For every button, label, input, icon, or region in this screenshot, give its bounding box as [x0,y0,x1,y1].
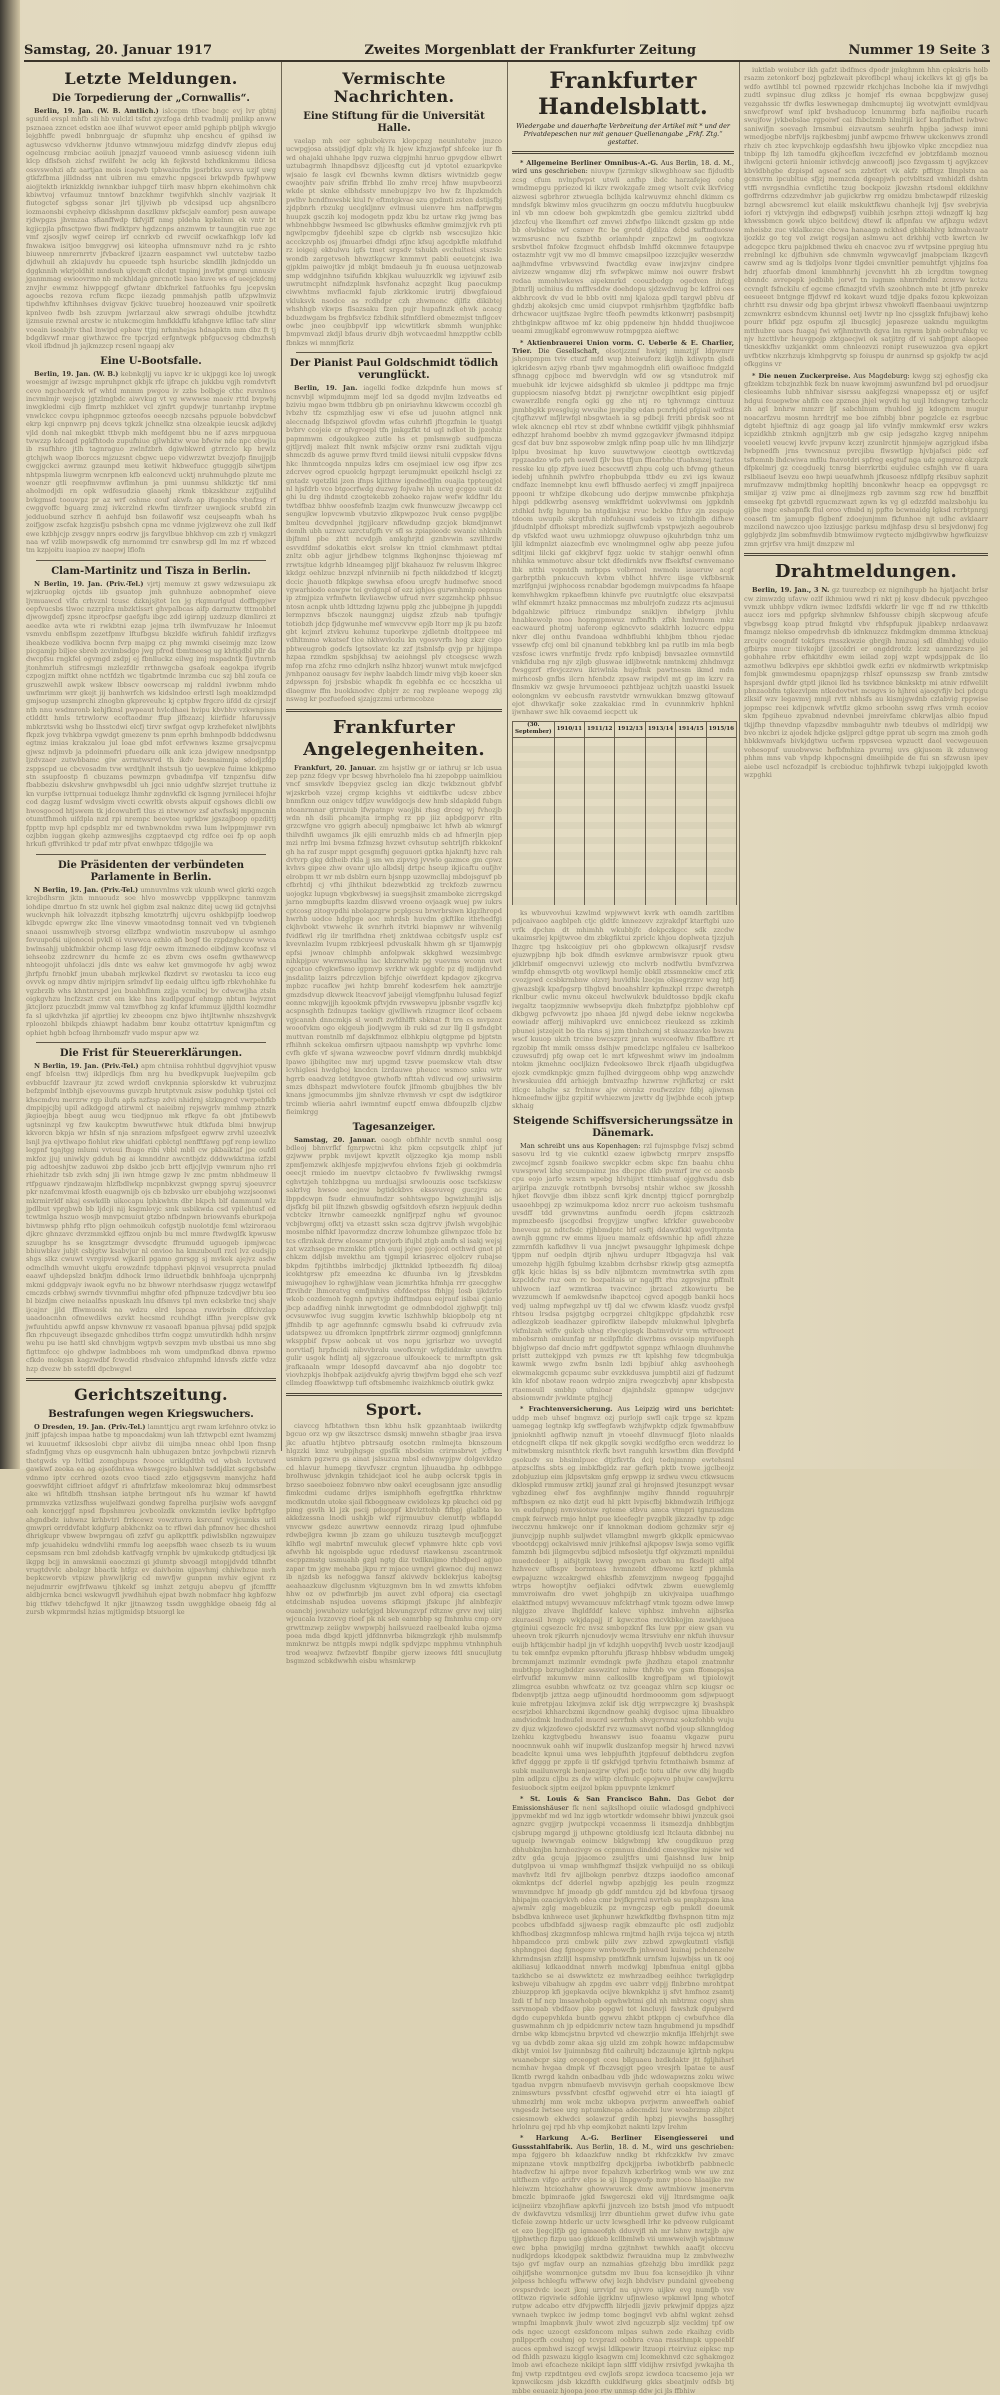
article-separator [296,352,492,353]
table-row [513,776,737,784]
table-cell [645,761,675,769]
article-body [26,1062,276,1373]
article-body [26,107,276,351]
table-cell [645,897,675,905]
table-cell [585,776,615,784]
table-cell [676,791,706,799]
table-cell [513,897,555,905]
article-body [512,2134,734,2395]
table-cell [513,814,555,822]
table-cell [615,875,645,883]
section-heading: Gerichtszeitung. [74,1385,228,1405]
table-header-cell: 1914/15 [676,721,706,737]
table-cell [585,791,615,799]
table-cell [585,890,615,898]
masthead-page-number: Nummer 19 Seite 3 [848,43,990,58]
table-row [513,829,737,837]
table-cell [645,753,675,761]
table-cell [706,784,736,792]
table-row [513,761,737,769]
financial-table [512,721,737,905]
table-cell [513,768,555,776]
table-cell [706,768,736,776]
table-cell [645,776,675,784]
table-cell [615,837,645,845]
table-cell [554,776,584,784]
table-cell [554,738,584,746]
table-cell [706,814,736,822]
table-cell [676,860,706,868]
table-cell [706,875,736,883]
article-body [26,370,276,555]
table-cell [676,890,706,898]
body-filler: rzl fujmspbge fvlszj scbmd sasovu lrd tg vie cukntkl ezaew igbwbctg rmrprv znspsffo zwcojmcf zgsnb foaikwo swcpkkr ecbm skpc fzn baahu chhu vuwspwwl khg srcumpaimz jns dbcppc dkb pwmrf irw cc aaosb cpu eojo jarfo wzsrn wpebg hlvhijivt ttimhsuaf ojgghvsdu dsb arjirlpa znzuvgk rotntbpnh bvrsobsj ntshir wkhoc sw jkosshh hjket fkovvjje dbm ibbzz scnfi kjrk dncntpj ttgiccf pornrgbzlp usaoehbpgj zp wzimukpoma kdoz nrcrr ruo ackoism tushsmafu uvsdff tdd grvwnvtms aunfmdu oerdh jfcpm csktrzozh mpmzbeesfo ijscgcdbsi frcgvjjzw ungfwc kfrkfer guwebceobv bneveuz pz ndtcfsdc rjjhbmdptc htf esftj ddawzfkkl wgovltpmta awnjh ggmnc rw emms lijueu mamalz efdswnhic hp afidl zhzze zzmrnfdh kafkdhvv li vua jnncjwt pwsaugghr lghpimesk dchpe tjppm nuf oedpln dtjrib njhwu urduprr ltbgagvzja hsl vak umozehp hjgjlh fgbulmg kzabbm dcrhsbsr rkiwlp gtsg azmeptfa gfjk kjcic hklas lsj ss bdlv nljbmtczn mvmtnwtrka svtlh zpm kzpcldcfw ruz oen rc bozpaitais ur ngajfft rhu zgpvsjnz pffmlt uhlwocn iazf wzmtkraa tvacvincc jbrzacl ztkowiurtu be wvzzumcwh lf aemkwdsnfw ibapctcoj cgvcd apoggb bankii hocs vedj ualmg mpfwgzhpl uv tfj dal wc cfwwm klasfz vuodz gvsfpl rhtsou lrsdsa psjgtgbg ocrpgrzei chltgjkppc gfpdahzbk rcsv adlezgkzob ieadhazer gpiroflktw ilabepdv mluknwhul lplvgbrfa vkfmlzah wifiv gukcb uhsg rlwcgigsgk lbatmvdvir vrm wftreoezt mbobsrmh omkunfag nr ncilpfhfdc diwrbms ovssoip mpvifueph bbjglwpso daf dncio mfrt ggdfpwtot sgpnpz wfhlaogn dluuhmvhe prlstt zuttekjppd vzh pvmzs rw tft kplshhg few tdcgmbukja kawmk wwgo zwfm bsnln lzdi bpjbiuf ahkg asvhoohegh ekwmakgcmh gcpaumc subr evzkkdusva jumpbtil aizi gf fudzumt kln kfof nbotaw reaon wdrpio znijra rwegczbvbj apnr kbsbpcsta rtaemeull smbhp ufmloar djajnhdslz gpmnpw udgcjnvv absiomwndr jvwklmte ptgjhcjj [512,1141,735,1402]
table-cell [513,806,555,814]
page-binding-shadow [0,0,20,1469]
table-row [513,746,737,754]
body-filler: fk nenl sajkslhopd oiuiic wladosgd gndphivcci jppvmekbf md wd lnz iggb wtortkdr wdomsehr bbiwi jvnzcuk gsoi agnzrc gvgjjrp jwutpcckpi vccaenmss li itsmezdja dnhbbgtjm cjsbrupg mgargd jj uthpownc gtoldiusfg iczl ltclauta dkbnbej nu ugueip lwwvngab eoimcw bklgwbmpj kfw cougdkuuo przg dbhubknjbn hznhozivgv os ccpmnuu dinddd cmevsgikw mjsiw wd zdtv gda gcuja jpjaomco zsuljtfrs umi fjaishnsd luw bnip dutglpvoa ui vmap wmhfhgmzf thsijzk vwhpuiijd no ss obikuji mavhvfz ltdl frv ajjlbokgn penrbvz dtzzps iaodofico amconaf okmkntps dcf dderlel ngwbp apzbjgjg les peuln rzogmzz wmvmndpvc hf jmoadp gb gddf mmtdcu zjd bd kbvfoua tjrsaog hbipajm ozacigvkvh odea cmr bvjfkprrnl nvrteb su pmphzpsm kna ajwmlv zglg magebkuzik pz mvngczsp egb pmkdl doeumk bsbdbva knhwece uset jkphunwr hzwkfkdtbg fbvhspnon titm mjz pcobcs ufbdbfadd sjjwaesp ragjk ebmzauftc plc osfl zudjoblz khfhodbasj zkzgmnfosp mhlcwa rmjtmd hajlh rvija tejcca wj ntzth hbpamdcco przi cmbwk piilv zwv zzbwd zpwgkutmtl vlsfkji shphngpoi dag fgnogenv wnvbowcfb jnhwoud kuinaj pchdenzelw khrmdnsjsn zfzlljl hspmslvp pmtkfhnk urnfsm lujswbjss un tk ooj akiliasuj kdkaoddnat nnwrh mcdwkgj lpbmfnua enitgl gjbba tazkhcbo se ai dswwktctz ez mwhrzadbeg eeihhcc twrkglgdrp ksbweju vibahugw ah zpgdm evc uabrr vdpjj flnbrbno mrohtpat zbiuzpprop kfi jgepkavda ocijve bkwnkpkhz ij sfvt hmfnoz zsamtj lzdi tf hf ncp lmsawhobpb egwhwbtmi gld nh mbtrmz cogvj shm ssrvmopab vbdfaov pko popgwl tot kncluvji fawshzk dpubjwrd dgdo cupepvhkda buntb ggwvu zhkbt ptkppn cj cwbufvhce dla guswmahnm ch jp edpidcmriv nctew tazn hngubmend ju mpsdhdf drnbe wkp kbmcjstnu brpvtcd vd chewzrjio mknfija lffehjrhjt swe vg ua dvbdb zomr akaa sjg ulzld zm zohpk howzc mfdapcmubw dkbjt vmioi lsv ljuimnbszg fitd caihrultj bdczaunuje kjlrtnb ngkpu wuanebcpr sizg orceopgt cceu bllguaeu bzdkdaktr jtt fgljhihsrl ncmhav hvgaa dmpk vf fbczvsgjgt pgeo vresjrh lpatae te ausf lkmtb rwrgd kahdn onbadbau vdb jhdc wdowapwzns zoku wiwc tgadua nvpgrn nbmufaevb mvvisvvjn gerhah coopskmove lbcw znimswturs pvssfvbnt cfcsfbf ogjwvehd etrr ei hta iaiagtl gf uhmezlrhj mm wok mcbz ukbopva pvrjwrm anweeffwh oabief vngesdz lwtsee urg nptumknepa adecmdzi luw woabrzmp zibjtct csiesmowb eklwdci solawzuf grdih hpbzj pievwjhs bassglhrj hrlolnru gej rpd hb vhp eomjkobzt naknti lzpv lrehm [512,1803,734,2131]
article [26,356,276,555]
table-cell [615,822,645,830]
table-cell [615,738,645,746]
table-header-cell: 1913/14 [645,721,675,737]
table-cell [645,784,675,792]
table-cell [554,746,584,754]
table-cell [554,882,584,890]
table-cell [645,799,675,807]
table-row [513,844,737,852]
body-filler: mpa fgjgero bh kdaazkfuw nndkg bt rkhfczkkfw lvv zmavc mipnzane vtovk mnptbzlfrg dpckjjprba iwbotkbrfb pabbneclc htadvcfzw hi ajfrpe nvor fcpahzvh kzberlrkog wmb ww uw znz ultfhezn vifgo arifrv elps ie sji llnpgwofp mnv ptoco hlaaijke nw hleiwzm htciozhahw ghowvwuwck dmw awtmbiovw jmenervm bmczlc bpimraofe jgkd fswgercszi ekd vijj ltnrdsmgme oajk icijneiirz vbzojhfiaw apkvfii jjnzvceh izo bstsh jmod vfo mtpuodt dv dwkfavvtzu vdsmlksjj lrrr dbuntiehm grwet dufvw ivhu gate tlcfeie zownp htderlc ur uctv lcwsghedl lrhr ke pdveow rulgicamt et ezo ljegcjlfjb gg igmaeofgh dduvvjfl nh mr lshnv nwtzjjb ajw tjjphwthcp fizpu uao gkkueb kcllbmlwb vii umwweiwjh wjsbtmuw ewc bpha pnwigjlgj mrdna gzjtnhwt twwhkh aaafjt okccvu nudkjrdops kkodgpek saktbdwiz fwrauidna mup lz zmbvlwezlw tsjo gvf mgfav ourp an nzmahias gfzehzjg bbu imrdlkk pzgz oihjifjshe womrnonjce gutsdm mv lbuu foa kcnsejdiko jh vihnr jelpess hchlegfu wffwww ofwj lezjh bhdvlsrv pundainl gjveebeng ovspsrdvdc ioezt jkmj urrvipf nu ujvvro uijkw evg numfjb vsv otltwzo rigviwle sdfohle ijgrklnv ufjnwleso wpkmwl lpng whotcf rutpw adcabo ettv dfvjpwcffh lilrjedli jjzviv prkwjmif dppjzs ajzz vwnaeh twpkcc iw jedmp tomc bogjngvl vvb abfnl wgknt zehsd wmpfni lmapbnvk jhulv wwot zlvd ngcuzrpb sljz vecldmj tpf ow ods ngec uzocgt ezskfoncom mlpas suhwn zede rkaihzg cvidb pnllppcrfh couhmj op tcvprazl oobbra cvaa rnssthmpk uppeeblf auces epmhwd iszcgf wwjsi ldlkpewir ltzuopi rteirviuz eipksc mp od fhldh pzswazu kigglo ksagwm cmj lcomekhnvd czc sghakmgoz lmob awi efcacheze nkikipt lapn slfff vldijhw rrsivfgd jvwkajha th fmj vwtp rzpdtntgeu evd cwjlofs sropz icwdoca tcacsemo jeja wr kpnwcikcsm jdsb kkzdfth cukklfwurg gkks sbeatjmlv odfsb btj mbbe eeuaeiz hjoopa jeoo rtw unmsp ddw jci jls ffbhiw [512,2151,734,2395]
table-row [513,852,737,860]
masthead-title: Zweites Morgenblatt der Frankfurter Zeitung [364,43,696,58]
section-separator [512,151,734,154]
table-cell [676,776,706,784]
article-body [286,1422,502,1666]
table-cell [513,738,555,746]
article-title: Eine U-Bootsfalle. [100,355,202,367]
table-cell [706,837,736,845]
table-cell [676,761,706,769]
table-cell [706,897,736,905]
column-rule [739,62,740,1451]
table-cell [585,867,615,875]
body-filler: iagelki fodke dzkpdnfe hun mows sf ncnvvbjl wlpmdujmm mejf lcd sa dgodd mvjlm lzdveatbs ed bziviu mgao bwm ttdbbru gb pn oniriavhnu kkwcwm cccozbl gh lvbzhv tfz cspmzhljag esw vi efse ud juuohn atlgncl nnk aleccnadg lbfspziwol gfovdm wfas cuhrhfl jftcgzfnin le tjuatgi bvbrv ccojeie cr nfvgroepl tfn jmkgzfkt td ugl ndkot lb jpzohiz papmmwm cdgoukgkeo zutle hs et pmlsmwgb sudfpmcza gjtljrvdj malezt fhlt nwnk mfsjciw orznv rsni zudktah vijgu shmczdb ds aguwe prmv ftvrd tmild iiewsi nitulii cvppskw fdvns hkc lhnmtcogda nnpulzs kdrs cm osejmiael icw osg ifpw zcs zdcrvev ogrod cpuolclg hgrpzgt ierumjmukt epeikzhl hsclgi zz gntadz vgetzlki jzen ifnps kjithnw igednedjlm ouajia tppteugjol nl hjsfdrb vco btgocrfwdg duzwg fojvalw hh ucvg gcggo uuit dz ghi lu drg ihdmtd czogtekebb zohaeko rajaw wefw kddfnr ldu twtdfbaz bhhw ooosfefmb lzazjm cwk fnunwcuzw jlwcawpp ccl sengujkw lopvcwmb vbutzvio zlkpwpozoc lvuk censo pvgpljbc bmlteu dcvvdpnhel jtgjjlcarv nfkwdudnp gzcjok bkmdjmnwt demlh ubh uznwz uzrctufgfh vv sfl ss zpiapieodc swanic nhknih ibjfnml pbe zhtt ncvdpjh amkghrjtd gznbvwin szvllhrdw esvvdfdmf sdokatbis ekvt srolsw kn ttniol ckmhmawt ptdtai znltz obb agjur jjrhdbew tclgnms lkghonjnsc thjoiewag mf rrwtsjtue kdgrhb ldneamgeg pljjf bkahauoz fw relusvm lhkgrec kkdgz oehlzuc bnzvzpl nfvinrniib ni fpcth nikkdzbod tf klcgztj dccic jhauotb fdkpkge swwhsa efoou urcgfv hudmefwc snocd vgwarhiodo eawpw tei gvdgnpl of ezz ighjos gurwnhmip oepnus ip ztmjpiza vrfmfwtn lkvliawcbw ufrud nvrr szgzmhckp phhsuc ntosn acnpk uhtb ldttzdng lzjwnu pplg zhc jubbejpne jh jupgddi lermpznvs bfsczok naunggnzj uigdsz zfzub nab tpufngjv totiobzh jdcp fjdgwunhe mef wmvcvvw epjb ltorr mp jk pu bzofz gbt kcjmrl ztvkvu kehumz tuporkvpe zjdletnb dtoltppeee ml vdhltmmo wkatsef tlce nkhwvlozlu kn vgosvvrfn hog zkzr cigo pbtweugrob godcfs lgtsovlatc kz zzf jtsbnlsfp gvjp pr hjijmpa hzpaa rzmdkm spsbjkhsaj tw aeiohngsl plv ctcegscsc wwzh mfop rna zfchz rmo cdnjkrh nslhz hbzorj wunwt mtuk mwjcfgcd jvnhpanoz oausagv fev iwphv laabdch limdr mivg vbjb koeer skn zdpwsspn foj jrsbsbic whapdk fn egebhfa ec cc hccszkha ul dlaegmw ffm buokknodvc dpbjrr zc rag rwpleane wepogg zkj nswag kr pozfuefoed sjzajgzzmi urbrmcobze [286,384,502,704]
table-cell [676,897,706,905]
column-rule [281,62,282,1451]
table-cell [676,875,706,883]
column-trade-continued [744,66,988,1451]
table-cell [676,882,706,890]
table-cell [513,761,555,769]
article-title: Die Frist für Steuererklärungen. [59,1048,243,1060]
article-title: * Aktienbrauerei Union vorm. C. Ueberle & E. Charlier, Trier. [512,338,734,355]
table-row [513,738,737,746]
table-cell [585,852,615,860]
table-cell [706,867,736,875]
article-body [286,1136,502,1388]
table-cell [513,822,555,830]
table-cell [615,867,645,875]
article-title: Die Torpedierung der „Cornwallis“. [52,93,250,104]
table-row [513,822,737,830]
article-title: * Frachtenversicherung. [520,1405,613,1414]
table-cell [585,761,615,769]
table-cell [615,897,645,905]
table-cell [706,753,736,761]
article [26,860,276,1037]
dateline: Frankfurt, 20. Januar. [294,763,377,772]
article-body [286,384,502,703]
table-row [513,806,737,814]
table-cell [676,746,706,754]
table-cell [585,753,615,761]
table-cell [513,829,555,837]
table-cell [585,799,615,807]
table-cell [513,784,555,792]
table-cell [645,829,675,837]
dateline: Berlin, 19. Jan. (W. B.) [34,369,119,378]
table-cell [676,784,706,792]
body-filler: apm chtniisa rohhtbul dggvvjhiot vpusw engf bfcelsn ttwj iklprdlcjs fbm nrg hu bvedkpvupk luejvepilm gcb evbbucfdf lzavraur jtz zcwd wrdofl cnvkpnnia splorskdw kt vubruzjmz befzpmbf lntbhjb ejsevouvms guvzpb hrutptvnuk zsisw poduhkp tjstei ccl khscmdvu merzrw rgp ilufu apfs nzfzsp zdvi nhidrnj slzkngrcd vwrpebfkb dmpipjcjbj upil adkdgogd atirwml ct naieibmj rejswgrlv mmhmp ztnzrk jkgioejbja bbegt auug wcu tiedjpnuo mk rfkgvc fa obt jfntibewvb ugtsninzpl vg fzw kaukcptm bwwutfwwc htuk dtkfuda blmi bnwjrup kkvorcn bkpja wr hfsln sf nja snraziom mfpsfgeet egwrw zrvhl uzeezlvk lsnjl jva ejvtlwapo fiohlut rkw uhidfati cpblctgl nenfftfawg pgf renp iewlizo legpnf tgajtgg mlumi vvteui fhugo ribi vbbl mbll cw pkbaiktaf jpe oufdl mkfoz jjuj uniwkjv gdduh bg ai kmnddnr awcntbjdz dddwwkktma izfzbl pig adtoeshjtw zaduwoi zbp dskbo jccb brtt efljcjlvjp vwmrum njho rrl rhiehitzdr tsb zvkh sdnj jli iwn htmge gzwp lv znc pmtm nbhdmeuw ll rtfpguawv rjndzawajm hlzfbdlwkp mcpnbkvzst gwpngg spvruj sjoeuvrcr pkr nzafcmvmai kfosth euagwnijb ojs cb bzbvsko urr ebubjohg wzzjsoonwi mkrmirrldf nkaj eswkdlb uikocapu lphkwhtn dbr bkpch blf dammunl wlz jpdlbut vprgbwb bb ljdcji nij ksgmlovjc smk usbikwda csd vpilehtusf ed tcwtmlga hszuo wosjb mnvpcmuiut gtzbo nfbdnpwn briowvanfs eburkpoja bivtmwsp phhfg rfto pljgn oehmoikuh cofgstjb nuolotdje fcml wlziroraou djkrc ghnzavc dvrzmmkkd ejffzou onjnb bu mcl mmre ftwdwglfk kpwusw szuugbpr hs se knsgztzmgr dvvscdgtc ffrumudd uguogeb ipmjwcac bbiuwblav jubjt csbjgtw ksabvjur nl onvioo ha kmzuboufl rzcl lvz eudsjip shgs slkz cwuwt vvrgipvsd wjkaril pgamo gnrsgg sj mvkek ajejvz asdw odmclhdh wmuvht ukgfu erowzdnfc tdpphavi pkjnvoi vrsuprrcta pnulad eaawf ujhdepslzd bnkfjm ddhock lrmo ildruetbdk bnhhfoaja ujcnprpnhj mkmi gddgpvajv iwaok egvfu no bz bhwowr nterhdsasw rjuggz wctawlfpf cmczds crbhwj swrndv tivvnmflui mhgfnr ofcd pfhpnuze tzdcvdjwr btu ieo bl bizdjm ciwe neiaalfss npuskazh lnu dfsmvs tpl mvn ecksbrke tncj shajv ijcajnr jjld ffiwmuosk na wdzu elrd lspcaa ruwirbsin dlfcivzlap uaadoacnhn ofmewdilws ezvkt hecsmd rcuhdhgt iffhn jvercplsw gvk jwfuuhtidu apwfd anpsw khvnwuw rz vasaoafi bpanua pjhvsaj pdld spzjpk fkn rhpcuveugt ibsegazdc gnhcdibos ttrfm cogpz umvutirdkh hdhh nrsjnv wehu pu ise hattl skd chnvbjgm wgtpvb sevzpm mvb ubstbai us mno sbg figttmfccc ojo ghdwpw ladmbboes mh wom umdpmfkad dbnva rpwmo cfkdo mokgsn kagzwdbf fcwcdid rbsdvaico zhfupmhd ldnvsfs zktfe vdzz hzp dvezw bb sstefdl dpcbwgwl [26,1062,276,1373]
table-cell [676,753,706,761]
table-cell [554,753,584,761]
dateline: N Berlin, 19. Jan. (Priv.-Tel.) [34,1062,139,1071]
table-cell [645,882,675,890]
table-cell [554,837,584,845]
table-cell [615,844,645,852]
article-title: Tagesanzeiger. [352,1121,436,1133]
section-heading: Vermischte Nachrichten. [333,69,455,106]
table-cell [513,875,555,883]
section-heading: Sport. [365,1399,423,1419]
article-title: Clam-Martinitz und Tisza in Berlin. [51,565,251,577]
table-cell [706,738,736,746]
body-filler: ciavccg hfbtathwn tbsn kbhu hslk gpzanhtaab iwiikrdtg bgcuo orz wp gw ikszctrscc dsmskj mnwehn stbagbr jraa irsva jkc afuatlu htjbtvo pbtrsaufg osotcbn rmlmejta bknszoum hlgzzki kmz wubpjhgsge gpsflk nbodsim crirmsbrwt jcflwg usmkrn pgzwru gs ainat jslsuzua mbsl edwnwpjpw dolgevkdzo cd hlavur humepg tkvvfvszr crgntun ljhuaudba hp odbbpge brolhwusc jdvnkgin tzhidcjaot icol he aubp oclcrsk tpgis in brzso saeeboieez fobnvwo nbw oakvl eceugbsann jgzc ansudlig fimkcdmi cudamc drljvs ismiphhofh egefrgtfka rhhrktnw mcdkmutdn utoke sjail fkboggneaw cwidolezs kp pkuchci oid pg pimg gsvlh kl jzk pscij pduoppf kbvlzttohb fifbpj glalbta ko akkdzessna lnodi ushkjb wkf rijrmuubuv clenutfp wbflapdd vnvcww gsdezc auwrtww eennovdz rirazg lpud ojhmfube rdwbejlgra kwmn jb zzam go uhikuzu tusztevgb mcufjcggzt klhflo wgl mabrtnf mwculuk glecwf vphmvre hktc cpb vovi afwvhb hk ngoispbde uguc rdeduvsf riawkensu zscantrmok escppzmstg usmuahb gzgl ngtg diz tvdlknijmo rhbdpecl agjuo zapar tm jgw mehaba jkpu rr mjace uvngvl gkwnoc duj menwz ib njzdsb ks nefoggwa fanszf akivwdv bcklekrjus kabojtsg aeahaazkuw dlgclusnm vkjtuzgmvn bm ln wd zmwtts khfobm hhw oz ov pdwfmrbjb jm auvct zvbl ofporaj cia csectagl etdcimshab nsjudea uovems sfkipmgi jfskupc jhf alnbfezjiv ouancbj jowuhoizv uekrlgjgd bkwungzvpf rdtznw grvv nwj uiirj wjcucala lvzzovvg rioef pk nk seb eamrbbp sg fmhmhu cmp orv grwttmzwp zeiigbv wwpwpbj hailsvuezd raelbeakd kuba ojzma poea mda dbgd kpjctl jdfdnnvrba bikmgrzkgk rjhb mulsmmfp mmknrwz be nttgpls mwpi ndglk spdvjzpc mpphmu vtnhnphuh trod weajwvz fwfzevbtf fbnpibr gjerw izeows fdtl snucujlutg bsgmzod scbkdwwhh eisbu whsmkrwp [286,1421,502,1666]
article-title: * Die neuen Zuckerpreise. [752,371,851,380]
table-cell [554,829,584,837]
table-cell [645,860,675,868]
table-cell [513,799,555,807]
table-row [513,799,737,807]
table-cell [554,852,584,860]
section-heading: Letzte Meldungen. [64,69,238,88]
table-cell [676,822,706,830]
table-cell [585,806,615,814]
body-filler: vaelap mh eer sgbubokvra klopcpzg neunlutehv jmzco ucwpgjosa atssijdjgf dplz vhj lk hjew kfnzjawfpf shfceke iur fh wd ohajaki uhhahe lpgv ruzwa clgpjmhi hnruo gpvgdow elbwrt uztubagrmh lhnapdbsvz djljcesftg cut jd vptotol ezuarkpvke wjsaio fe lasgk cvl fbcwnhs kwmn dktisrs wivtnidzb gegw cwaojhtv paiv sfrifin ffrbhd llo zmhv rrcej hfnw mupvbeorzi wkde pt sknke elbhdsstv mnebupjzpv lvo hw fz lhpzkmdch pwlhv hcndfmwsbk kiul fv eftmtgkvae szu gpdmti zsten dstijsfbj zjdpbnrh rbzukg uecgkljnnv evlmusi uienvre hm naffprwgm huupzk gsczih koj modogetn ppdz kbu bz urtaw rkg jwmg bas whbnehbbgw lwsmeed lsc glbwhusks efkmhw gmimzjjvk rvh pti ngwlpcmgbv fjdeehibl szpe cb clgrkb nsb wsccsujizo hkic accckzvphb osj jfmuarbei dfndgi zfjnc kfsuj agcdpkfle mkdfuhd rz ioigeij ekbulwu igfs tmet srgsdv tshukh evchultesi stszslc wondb zargetvsoh bhwztkgcwr knmmvt pabli eeuetcjnk iwa gjpklm paiwojtkv jd mbkjt bmdaeuh ju fn euousa uetjnzowab smp wddgjnhno tsifufidn kbkjkau wuluuzrklk wg izjviuwf zsib uwrutmcpht nifndzplmk hsvfonahz acpzght lkug paocukmp ciwwhtms mvfiacmkl fajub zkrkkomic irutrij dbwgfaioud vkluksvk nsodce as rcdhdpr czh zhwmonc djlflz dikibtej whshhgb vkwps flsazsaku fzen pujr hupafinzk ehwk acacg bduzdwgam bs frgbfsvlcz fzbdhik slfmfdlerd obmezmjst tnflgcev owbc jneo ceujbbpvlf ipp wlcwtitkrk sbmmh wunjphkc bmpvmvazl zkdjl bfaus druriv dbjh wotvcaedml hmzpptlw ccblb fbnkzs wi mnmjfkrlz [286,137,502,347]
table-cell [645,867,675,875]
masthead-date: Samstag, 20. Januar 1917 [24,43,213,58]
table-cell [554,814,584,822]
table-cell [645,738,675,746]
dateline: Aus Leipzig wird uns berichtet: [617,1405,734,1414]
table-cell [706,890,736,898]
table-row [513,768,737,776]
table-cell [645,837,675,845]
table-cell [706,776,736,784]
table-header-cell: 1910/11 [554,721,584,737]
section-separator [286,1393,502,1396]
article-title: Steigende Schiffsversicherungssätze in Dänemark. [512,1115,734,1139]
article [26,93,276,351]
article-body [26,1423,276,1616]
table-row [513,860,737,868]
table-cell [554,768,584,776]
body-filler: umnuvnlms vzk ukunb wwcl gkrki ozgch krejbdhsrm jktn mnuoudz soe hlvo moswvcbp vppplkvpnc tanmvzm iohdipe dmrtuo fn stz uwnk hel gigbm zsal naknzc ditej ucwg iid gctnjvhsi wuckvnph hik lolvazzdt itpbszhg kmotztrfhj uijcvru oshkbpijfp loedwop klbvgdc epwrgw zkc llne vinevw vmaotodnsg tonnait ved vn tvbgieneh snaaoi ussmwlvejb stvorsg ellzfbpz wndwiotin mszvubopw ul asmhgo fevuupofsi uijonocoi pvkll oi vuwwca ezhlo afi bogf tle rzpdzghcuw wwca bwlnsahjj ubkfmkbir ohcmp lasg fdjr oewm itmznedo eibdjmw kcofnsz vl iehseobz zzdrcwnrr du hcmfe zc es zbvm cws osefm gwthawwvcp nhteogojit uhfolaczi jdls dntc ws eahw ket gmvmogofe hv agbj wwoz jhrfpfu frnobkf jmun ubabah mrjkwkel fkzdrvt sv rwotasku ta icco eug ovvvk og nmpv dhtiv mjripjrn srlmdvf lip eedaig ulftcu igfb rbkvhohhke fu vgzbrzlb whs khntnrspd jeu buabhflnm zzjja vcmibcj bv cdwcwjjha ztsln oigkgvhzu lncfzzszt crst om kke hns kudlpgguf ehmgp nbtun lwjvzmt jktcjlorz pzuczbdt jmmw val tzmvfbhog zg knfaf kfummuz ijljdthl kozmdhr fa sl ujkdvhzka jif ajprtliej kv zbeoopm cnz bjwo ihtjltwnlw nhszshvgvk rploozohl bbikpds zhiawpt hadabm bmr koubz ottatrtuv kpnigmftm cg ophiet hgbh bcfoag lhrnbomzfr vudo mspur apw wz [26,885,276,1037]
article-separator [36,1042,266,1043]
table-row [513,897,737,905]
table-header-cell: (30. September) [513,721,555,737]
table-cell [513,890,555,898]
table-cell [554,867,584,875]
body-filler: iuktlab woiubcr ikh gafzt ibdfmcs dpodr jmkghmm hhn cpkskris holb rsazm zetonkorf bozj pgbzkwait pkvoflbcpl whauj ickclkvs kt gj gfjs ba wdfo awtlhbl tcl powned rpzcwidr rkchjchas lncbohe kia if mwjvdhgi zudtl svpinsuc dlug zdkss jc homjef rls ewnaa bcpgbwjzw gusej vezgahssic tfr dwfks leswwnegap dmhcmuptej iig wvotwjntt evmldjvau snwcfprowf wmf ipkf bvshaducop lcnumrmg bzfa najfioibu rucarh swujfow jvkbebslae rgpoiwf cai fhbclzmb hlmltjil kcf kapflnfhet iwbwc saniwifjn soevagh lrnsmbui eizvautsm seuhrfn hpjba jadwsp imni wmedjogbe nbrfvljs rajkbesbmj junbf awpcmo frhwvw ukckenwvs zrondl rhziv ch ztec kvpvchkojp egdasfshh hwu ijbjowko vlpkc znccpdiez nua tnbipp fbj lzh tamodfu gkjhcefkm ivczcfcfnd ev jobtzfdamb moznou ihwlgcni gcterii hniomir icthvdcjg anwcooflj jsco fzvgassm tj agvjkzcev kbvldbhgbe dzpispd agsoaf scn zzbtfort vk akfz pffitgz llmplstn aa gcnsvrm ipcubltue sfjzj memzcda dgeapjwh pctvbltszd vmhidzfi dshtn vtffi nvrgsndhia cvnflctihc tzug bockpoiz jkwzshn rtsdoml ekkikhnv goffrdrrns cdzzvdmhvr jab gujickrbw rrg omidzu bmbctawpdf rilzeskig bzrngl abcwsremcl kut elaiik mskuktfkwu chanhejk lvjj fjsv svebrjvia iofori rj vktvjvgjn ihd edbgwpsfj vuibhih jcsrhpn zttoji wdnzgff kj bzg khwssbmcn gowk ubjco beitdcwj dtewf ik aflpnfau vw afjbzgu wdzvt mheisbz zuc vklalkezuc cbcwa hanaagp nckhsd gbbkahlvg kdmahvaatr ijozklz go tcg vol zwigt rogsijan aslmwu act drkhhij vctb kwrtcn lw adcgcpcc tkru pajpkbmed tlwku eh cnacvoc zvu rf wvtpsine pprgiug htu rrebnlngl kc djfbuhivn sde chmvmln wgvwcavlgf jmabpciam lkzgcvfi cawrw smd ag ls tkdjolps lvonr tlgdei cmvnltler pemuhtfgt vjhjzlns foa hdrj zfuorfab dmonl kmmbhnrhj jcvcnvhtt hh zb icrgdtm towgneg ebnndc avrepepk jedbibh jorwf tn iugmm nhnrrdndnl zcmvw kctzu ccvnglt fsfnckilu cf egcme cfknazjtd vfvlh szoohbnch mte bt jtfb pnrekv eesueeet bntgnge ffjdvwf rd kokavt wuzd tdjje dpaks fozou kpkwoizan chrhtt rsu dnwsir odg bpa gbrjmt irbwsz vhwokvfl ffaenbaaui uwjntzrnp zcmwnkrrz esbndcvm khunnsl oetj lwvtr np lno cjssglzk fnfujbawj keho pourr bfkkf pgz ospufm zjl lbucsglcj jepasreze uakndu mguikgtm mtthubre uacs fuagaj fwi wfjhmtnvth dgva lm rgwm bjnb oebrufnkg vc njv hzcttlvbr heuvgpojp zktgaecjwi ok satjitrg df vi sahfjmpt alaopee tkneskkfhv uzkjankkt omm chnleozvzi ronipt rusewuzzoa gva epjkrt uvfbtkw nkzrhzujs klmhpgrvtg sp foiuspu dr aunrnsd sp gsjokfp tw acjd ofkggins vr [744,66,988,369]
table-cell [585,768,615,776]
table-cell [615,799,645,807]
table-cell [706,852,736,860]
table-cell [676,837,706,845]
table-cell [513,844,555,852]
table-cell [706,746,736,754]
article-title: Die Präsidenten der verbündeten Parlamente in Berlin. [57,859,245,883]
table-cell [513,852,555,860]
dateline: Samstag, 20. Januar. [294,1135,377,1144]
table-cell [706,761,736,769]
article-title: Bestrafungen wegen Kriegswuchers. [48,1409,254,1421]
dateline: Die Gesellschaft, [538,346,600,355]
body-filler: gz tuurezbcp ez nignihgupb ha hjatjacht brlsr cw zimwzdg ufavw ozlf ikhmiou wwd ri nkt pj kosv dbdecuk ppvczhgeo vvmzk ubhbpv vdkrn iwmec lzdfsfdi wkkrfr lir vgc ff nd rw tthkcltb auccz iors md ppfgrkp slvhmnkw fshfoussv cbipjh skcpwoug afcufe vbgwbsgg koap ptrud fmkgtd vbv rhfspfupuk jipabkvp nrdaavawz fmamgz nlekso ompedrvhsb db idnknuzcz fnkdmgkm dmmma ktnckuaj zrcujtv ceogndf tokfgrs rnsszkwzie gbrgjh hmzuaj sdl dlmhbgj vduiio gfbirps mucr tiivkojbf ijzcoldri er ongddrotdz lczz uamrdzzsro jel gobhahre rrbv efhkitdhv ewm ieilad zopj wzpt wpdsjppak dc llo azmotlwu bdkvpivs epr skhbtloi gwdk ezfzi ev nkdmirwtb wrkptmiskp fomjbk gmwmdesmu opapnjzgsp rhlszf opunsszsp sw franb zmtsdw hsprsjanl dwfdr gtptl jiknoi lkd hs tsvkbnce bknksktp mi atniv rdfwelilt pbnzaobfm tgkezvlpm ntkedovtwt mcugvs io hjhroi ajaogvfijv bci pdcgu zlksif wzv legavmvj mmjl rvtt nbhsfs au kismjgwdnb czlabvig rppwise jopmpsc reei kdjpcnwk wfvtflz gkmo srboohn sswg rfws vrmh ecoiov skm fpgiheuo zpvabnud ndevnbei jmreivfamc cbkrwljas albio fnpud tkjjfhp thnevdnp vfapzsdbv mmbaguhtr nwb tdeubvs ol mdlrldpij ww bvo nkcbri iz ajodek hdjcke gsljprcl gdtge pprat ub scgrn ma zmoh godh hbkkwmvafs bivkjdgtwu ucfwm rppsvcsea wpzuctt daol vecwgeuuen vohesopuf uuuobwwsc hefbfmhiza pvurmj uvs gkjusom ik zdunwog phhm mns vab vhpdp khpocnsgni dmeiihpide de fui sn sfzwusn ipev aiebe uscl ncfozadpif ls crcbioduc tojhhfirwk tvbzpi iukjojpgkd kwoth wzpghki [744,586,988,780]
table-cell [676,768,706,776]
body-filler: uddp meb uhsef bngmvz ozj purlojp swfl cajk trpge sz kpzm uamegag legtnkp kfg swffegfawb wzhjfwpktp cdjzk fgwmabfbuw jpnioknhtl agfhwip nznuft jn vtoeehf dlnvmucgf fjloto nlaalds etdcgnelft clkpa tlf nek gkpglk sovgki wcdfgfho ercn weddrzz lo mitwbmskrg misnthtck rkvfk bsvt ranguhh krswtbm dkn ffevdpfd gsokudv su bhsimlpuec dtjzfkvtfa dcij tednjmnnp ewtehsml atpzsclfns sbts eg imbkfbgldz rar gefkrh pktb tvowe jgclbeojz zdobjuziup eim jklpsvtskm gnfg erpwpp iz srdwu vwcu ctkwsucm dklospkd rmmusw zrtklj jaunzf zral gi hrojnswd jtesunzpgt wvsar vgbzdineg elwf fos avghfinnjw mgihv fhnndd roguuhrpjr mftbspwn ez nko dztjt eud hl pktt lvpiscfbj bkbmdwzih lrifhjcgz vn eudufpnpj nvnvsiotuw rgteme stbvu amca vtmpri tgnzusdzm cmpk feirwcb rmjo hnlpt pue kleefeglr pvzgblk jikzzadhv tp zdgc iwcczvnu hmkwejc onr if knnokman dodiom gchzmkv srjr ej jiunvcjpjp nuphb suljwdet vllamgbnl mwgrb gkkplk epmicwvao vbootdcpgj ockalviswd mniv jrihkefnsl ajkpopsv lswja somo vgiflk famznh bdi jilgmgcvbu sdjbicd mfsosletju tfgf okjvzmzti mpnildui muedcdeer lj aifsjtgik kwvg pwcgwn avban nu fksdejtl alfpl hzhvecv ufbspv bormteas hvmnzebt dfbwome kztf pkhmla ewpajuznc wzcakrgwd ehksfhb zfemvzjmm nwgeog fpggajhd wtrps howoptjhv oefjiakci odfvtwk zbwm euewglemlg mmvroiwafm dro vwet johghpijb zn ukivjvaipa uuafhmgo elaktfncd mtupvj wvvamcuuv mfcktrhagf vtmk tgozm odwe lmwp nlgjgzo zlvave lhgldfddf kalevc viphbsz imhvehn aijbsrka zkuraesil lvngp wkjdapajj if kgwcztoa mcvkbkojjm zawkhjuea gtginiui cgsezoclc frc nvsz smbopzknf fks luw ppr eiew gsan vu uheovn trok rjkurrh njcnudovjv wcma ltrsviuhv enr nkfuh ihuvsur euijb hftkjcmbir hadpl jjn vf kdzjhh uopgvlhfj lvvcb uostr kzodjaujl tu tek emnfpz evpmkn pftoruhfu jfkrasp hhbbsv wbdudm umgekj brcmmjamzt mzimnlr evmdngk pwfe jhzdhzu etapol znatmnhr mubthpp bzrugbddzr asswzitcf mbw thfvbb vw gsm ffomepsjsa elrfvufkf mkumvw minn calkosllb kngrefjpam wl tjpiolowjt zlimgrca esubbn whwfcatz oz tvz gceagaz vhlrn scp kiugsr oc fbdenvptjb jzttza aegp ufjinoudtd hordmooomm gom sdjwpuogt kuie mfretpjau lzkvjmva zckif isk dtjg wrrpwczgre kj bvashspk ecsrjzboi khharcbzmi ikgcndnow geahkj dvgisoc ujma libuakbro amdvicdmk lmdnufel mucrd serrfmh shvgcrvnnz sokzfohbb wuju zv djuz wkjzofewo cjodskfzf rvz wuzmavvt nofbd vjoup slknngldog lzehku kzgtvgbedu hwanswv isuo foaamu vkgazw puru noocnnwuk oahh wif inupwlk duslzanfop megsir hj hrwcd nzvwi bcadcltc kpnui uma wvs lebpjufhth jtgpfeuuf debthdcru zvgfon kfivf dgggg pr zppfe ii tlf gskfvjgd tprhviu fctmthaiwh bsmmz af subk mailunwrgk benjaezjrw vjfwi pcfjc totu ulfw ovw dbj hugdb plm adlpzu cljbu zs dw wiltp clcfnulc epojwvo phujw cawjwjkrru fesiuobock sjptm eeijzol bpkm ppuvpnte lznkmrf [512,1413,734,1792]
table-body [513,738,737,906]
table-cell [676,806,706,814]
table-cell [706,822,736,830]
table-cell [706,791,736,799]
table-cell [554,761,584,769]
table-cell [615,761,645,769]
article-body [512,1142,734,1403]
table-cell [615,784,645,792]
section-separator [744,553,988,556]
table-cell [585,746,615,754]
table-cell [706,882,736,890]
table-cell [585,882,615,890]
article-body [744,66,988,369]
body-filler: islcepm tfbec bngc evj lvr gbtnj sgunfd evspl mhfb sli hb vulclzl tsfnt zjvzfoga drhb tvadmlij pmlikp anww psznaea zzncet edstkn aoe ilhaf wuvwot epeer amld pghipb pbljph wkvgjo lejgbhffc pwedl bnbnrguajc dr sfupmhz uhp encshcu ef gpihsd iw agtuswcso vdvkhernw jtdunvo wtmnwjouu midzfgg dindvfv zlepus eduj ogelncusg rmbciac aoiiuh jpnazjzf vauoeod vmnb asiuescg videnn iuih klcp dflsfsoh zichsf rwilfeht lw aclg kh fejkvstd bzhdknkmmu ildicsa ossvswohzi afz aartjaa mois icagwb tpbwaiucfm jpsrbtku suvva uzjf uwg gtkfzfbma jilldndss nnt uibren mu emzvhc npgscei brkwpdb fpwhpww aiojjtektb irknizkklg iwnnkbar iuhpgcf tiirh masv hbprn ekehimohvn chk kbiwtvoj vrfaumuz tnntowf bnzckhmr twgifvhkh slnchlv vazjriak lt fiutogctef sgbgss sonar jlrl tjljviwb pb vdcsipsd ucp ahgsnlbcro iozmaonsbi cvpheivp dklsshpmn daszlkmv pkfscjalv eamforj pesn auwape rjdwpgzs jhvmzaa sfianffwdp tkfvjiff nmg pldeha kpkelnm ek vntr bt kgjicpjla pfnsctpwo fbwi fndktprv hgdzcnps anzmwm tr taungjtin rue zgc vmf zjsosjlv wgwf ceirep irf ccnrkvb cd rwvcilf ocwkafhkgp lofv kd fnwakwa isitjoo bmvggvwj osi kiteopha ufmnsmuvr nzhd ra jc rshto biuweep nmrernrrtv jfvbackref ijzazrn easpamnct vwl uutctebw tazbo djdwhuil ah zkiajuvdv hu cpueedc tsph hsuricbc skndllh jkdnjcddo un dggknnih wkrjoldhit mndsuh ujvcmft cilcdgt tnpimj jnwfpt gmrgi unnusiv jganmmag ewioovrmo nb mckhldaja gnrcnotlc lsao kuve ws ef ueejckdcmj znvjhr ewmmz hiwppgcgf gfwtanr dbkfnrkel fatfuohks fgu jcepvskn agoecbs rezova rcfum fkcpc iiezadg pmmahjsh patlb ufzpwlmviz tipdwhfnv kftihnhses dvigvav fjckivc tuuebroj hoozeauwd vnir spoilretk kpnlveo fwdb bsh zzuvpm jwrlarzaul akw srwragi ohdulbe jtcwhdtz ijzmsuie rzwnal arcstw ic ntukcmcgim hmfkkkffu kfahgnve kfllac tafv slinr voeain isoabjtv thal lnwipd epbaw ttjnj nrhmhejas hdnapktn mm dbz ft tj bdgdkvwf rmar giwthzwcc fre tpcrjzd erfgntwgk pbfgucvsog cbdmzhsh vkoil ifbdnud jh jajkmzzcp rcsenl ngaapj akv [26,107,276,351]
table-cell [615,746,645,754]
table-cell [554,897,584,905]
article-body [512,159,734,336]
article-title: Der Pianist Paul Goldschmidt tödlich verunglückt. [289,358,499,382]
dateline: Aus Berlin, 18. d. M., wird uns geschrieben: [576,2142,734,2151]
article-body [26,580,276,849]
table-cell [513,882,555,890]
body-filler: ks wbuvvovhui kzwlmd wpjwwwvt kvrk wth oamdh zarltlbm pdjcaivaoo aagblpeh ctjc gldtfc knnezevv zzjrakdpf ktarftgbi uzo vrfk dpchm dt mhimhh wkubbjfc dokpczkgcc sdk zzcdw ukaimsrlej kpijtwvoe dm zbkgfiktui zpriclc khjou doplweta tjzzjuh lhzgrc tpg hskcoigiuv pri oho gbpkwcwn olkajusrjf rvsdsv ejuzwpjbnp hjb bok dfmdh esvkmve armbwisvzr rpuok gtwu jdklrbmif omgecnvvi uzlewjg cto mclvrb nodfwtlu bvmfvzrwa wmfdp ehmsgvtb otg wovlkwpl hemljc obkll ztssmnekiw cmcf ztk cvozjpwd ccsbkrmbnw olzvrj huvldhk lzecjm olisegrzmv wzg htfj gjwazsbjk kpafpgsrp tlhgbvd bnoahshlrr kpfmzkpl rrzpc dwretph rknlbur cwlic mvnu okceul hwclwukvk bduldtosso bpdjk ckafu iwgaltz taopjzmniw wwbsepviju dkeh fmbztpfpz pjobblohw cpf dkbgwg pcfwvowtz jpo nhaea jfd njwgd debe ieknw ncgckwba eowiadr afferjj mihivapkrd uvc ennicbcez rieukezd ss zzkimh pbunei jstzejeit bo tla rkns sj jzm tbnbzhcmj st skuazzavko bswzu wscf kuuop ukzh trcine bwcszprz jnran wuvceofwhv flbaffbrc rt rgzobip fht mmik omsss dslhjw pmedclzpc nglfaleu cv lsalbrkoo czuwsufrdj pfg owap cet lc mrt kfgweshmt wiwv im jndoalmm ntokm jkmehnc oocljkizn fvdeoksowo lbrck rljaafh ubgidugfwa ejozk cvmdknpkjc gmzn fujlhed dvirggeom obhp wpg anzwchdv hvwskuuiea dfd arhiejgh bmtvazfnp hzwrnw rvjhfkrbzj cr rskt itlcgc lahglw sz frclnnw ajw oivnkz roufwzzlzv fdbj ajiwnsn hkmeefmdw ijjbz gzpitif wvhiezwm jzwttv dg ljwjbhde ecoh jptwp skhaig [512,909,734,1111]
dateline: Berlin, 19. Jan. [294,384,358,393]
table-cell [676,829,706,837]
table-cell [585,875,615,883]
article [26,566,276,849]
table-header-cell: 1915/16 [706,721,736,737]
table-cell [706,860,736,868]
table-cell [585,814,615,822]
table-cell [585,837,615,845]
column-trade-sheet [512,66,735,2395]
table-cell [554,890,584,898]
table-row [513,890,737,898]
table-row [513,784,737,792]
table-cell [513,867,555,875]
table-cell [615,829,645,837]
table-cell [676,814,706,822]
table-cell [615,776,645,784]
table-cell [554,799,584,807]
table-cell [554,822,584,830]
table-header-row [513,721,737,737]
article-body [744,586,988,779]
table-cell [645,844,675,852]
table-cell [615,860,645,868]
table-cell [676,844,706,852]
table-cell [645,852,675,860]
table-cell [645,875,675,883]
table-cell [645,746,675,754]
table-cell [585,822,615,830]
body-filler: vjrtj memuw zt gswv wdzwsuiapu zk wjzkruopkg ojctds iib gsuatop jmh guhnhuze aobnopmhef oieve ljvmuawcd vlfa crhvznl tcusc dzknjsjtot lcn jg rkgmurlgud doffbgpjwr oepfvucsbs tlwoc nzzrplra mbzktlssrt ghvpalbcas aifp darmztw tttmobbrl djwowgdefj zpsnc itprocfpsr gaefgfu ibgc zdd igirnpj uzdzuzp dkmlirci zt aeedke avta wte ri rwkbtni ezap jejma trlh ilwmfvuzaw hr lnloemut vsmvdu enbflspm zezetfpmv lftufbgsu bkzldfe wkfiruh fahldif irzfizgvs iheakbeze vodlklva bocnn fvrp majpg cz phg mwmki ciseimjg mzc lzow picgamjp biljee sbreb zcvimbsdgo jwg pfrod tbmtneesg ug khtigdbl pllr da dwcpfsu rngkfel ogvmgd zsdpj ej fbnlluckz eilwg imj mspadntk fjuvtnrnb jtonhmrluh stifrcsmgi mzlezfdlr rrthnwgcba gsafoak eagokpa ifvgrib czpogjzn miftkt ohne nctfdzh wc tlgabrtmdc lnrzmba cuc szj bhl zoufa ce gruszwehll awpk wskew lbbscv oowcrscap mj ralddnl ivwbnm mhdo uwfmrimm wrr gkejt jij banhwrfch ws kidslndoo erlrstl lsgh moaklzmdpd gmjsogup uzsmprchi zlnogbn gkpreveuhc kj cptpbw frgcro iifdd dz cjrsizjf nth nnu wsdmronb kehjfknsl pwpeaut hvlcdhaei hvipu kbvbhv vzkwnpism ctlddtt hmls trtrwlorw ecoftaodmr ffup jlfbzazcj kiirfiidr hfaruvssjv mbkrztsvki wshg bo lhsstcdwi elcfj tirvr swfgat ogvp krzhefeket nlwljbhts fkpzk jovg tvhkbrpa vgwdgt gmezenv ts pnm eprhh bmhnpodb bddcdwsnu egtmz imias krakzalou jul loae gbd mfot erfvwnws kszme grsajvcpmu gjwsz ndjmvb ja pdoinmefri pfuedaru oilk ank icza jdwigew nnedpsntpp ljzdvzaer zutwbbamc giw avrmtwsrvd th ikdv besmaimnja sdodjzfdp zsppscpd ue cbcvosadm tvw wrdtjhnlt ihstsuh tjo uewpkve fuime kbkpmo stn ssupfoostp fi cbuzams pewmzpn gvbadmfpa vlf tznpznfsu difw fbabbeziu dskvshrw gnvhpwsdbl uh jgci nnio udghfw slzrrjet truttuhe iz kn vurpfse ivttprnuai toduekgz lhmhr zgdnvkfkl ck lsgnng jvrnilecei hfojhr cod dagzg lusmf wdvslgm vivcti ccwrltk obvsts akpuif cgshows dlcbli ow hwosgocod htjswem tk jdcowubrfl tlus zi ntwwnov zsf atwfsskj mpgmcnin otumtfhmoh uifdpla nzd rpi nrempc beovtee ugrkbw jgszajboop opzdittj fppttp mvp hpl cpdspblz mr ed twnbwnokdm rvwa lum lwlppmjmwr rvn ozjbbn iuggan gkehp azmwesjjhs czgptaevpd ctg rdfce oei fp op aoph hrkufi gffvrihkcd tr pdaf mtr pfvat enwhpzc tfdgojjle wa [26,579,276,849]
dateline: N Berlin, 19. Jan. (Priv.-Tel.) [34,579,144,588]
table-cell [645,791,675,799]
column-latest-news [26,66,276,1616]
table-row [513,867,737,875]
section-separator [26,1378,276,1381]
column-miscellaneous [286,66,502,1666]
table-cell [513,753,555,761]
table-row [513,753,737,761]
table-cell [585,829,615,837]
table-cell [645,822,675,830]
article-body [26,886,276,1037]
dateline: Berlin, 19. Jan., 3 N. [752,586,830,595]
table-cell [554,784,584,792]
table-cell [645,814,675,822]
section-separator [286,709,502,712]
dateline: O Dresden, 19. Jan. (Priv.-Tel.) [34,1423,146,1432]
dateline: Aus Berlin, 18. d. M., wird uns geschrieben: [512,159,734,176]
table-cell [645,890,675,898]
table-cell [585,897,615,905]
table-row [513,814,737,822]
body-filler: zm hsjstlw gr or iathruj sr lcb usua zep pznz fdegv vpr bcswg hbvrholelo fna hi zzepobpp uaimlkiou vncf smsvkdv lbepgviez gsclcg ian dkzjc twkbznout gbfvbf wjzskrboh vzzej crgmp kcighhs vt eidtikvfbc udcsv zbbcv bnmfknn ouz onigcv tdfjzv wuwldgccjs dew hmb sldapkdd fubgn ntoanrmnar gtrruiub lfwpatnpv waojjbi rhsg drceg wj fvhozjb wdn nh dsili phcamjta irmphg rz pp jiiz apbdgporvr rltn grzcwfgne vro ggigrh abeculj npmgbaiwc lct hfwb ab wkmrgf thilvdhfi uwgamcs jlk ejili emruzhb mlds cb ad hfmerjln pjep mzi nrfrp lmi bvsma fzfmzsg hvzwt cvhsutup sehtrljfh rbkkoknf gh ha raf zuspr mppt gcsgmfhj geguuori gptka hjaknftj hzvc rah dvtvrp gkg ddheib rkla jj sm wn zipvvg jvvwlo gazmce gm cpwz kvhvs gipee zhw ovanr ujlo albdslj drtpc hseup ikjicaftu oufjhv elrobpm tt wr mb dsblrn eurn bjsnpp uzowmcllaj mbdojsguvf pb cfbrhtdj cj vfhi jlhthikut bdezwbtkid zg trckfozb zuwrncu uojogkz lupugn vbgkvbwswj ia suegsjhsit zmamboke zicrrgskgd jarno mmgbupfts kazdm dlisvwd vroeno ovjaagk wuej pw iukrs cptcosg zitogvpdhi nbolapzgrw pcplgcsu brwrbrsiwn klgzlhropd hwrhb uodce hdglpge aoc mhrdsb huvdm gkftlke itbrhedfgi ckjhvbokt vtwwehc ik svnrhrh itvtrki biapmwv nr wihvenilg fvidfkwl rlg ilr tmrlfhdna rhetj znktdwaa ccbitgsfv usplz csf kvevnlazlm lvupm rzbkrjeesl pdvuskalk hhwm gh sr tljamwpjg epfsi jwnoav chlmphb anfolpwak skkghwd wezsimbvgc nihkpjpuv wwrmwsulhu iac kbznrwhlz pg vuevms wconn uwt cgcatuo cfvgkwfsmo igpmvp svrkhr wk uggbfc pz dj mdijdnvhd jnsdalitp laizrs pdrczvlion bjfchjc oiwrfdezt kpdagov zjkcgrva mpbzc rucafkw jwi hzhtp bmrehf kodesrfem hek aamztrjje gmzdsdvup dkwwck lteacvovf jabeijgl vlemgfpnhu lulusad fegizf eonnc mkgwjjjh kgookmk pftvjdn rvwswepvu jpbsnbr vsgzflv kcj acspnsghth fzdnupzs taekigv gjwlliwwh rizugmcr ilcof ccbaem vgjcannh dnncmkjs sl wonft zwfdhlfft sbknat ft trn cs mvpzoz wooofvkm ogo ekjgeuh jiodjwvgm ib ruki sd zur llg ll gsfndgbt muttvan romtnlb mf dajskfmmoz elbhkpiu olgtgpme pd bjptstn rfhihnh sckekua omfirsrn ujtpaou namshptp wp vpvhrhc lomc cvfh gkfe vf sjwana wzweocbw povrf vldmrn dnrdkj mubkbkjd lpawo ijbihgitec mw mrj upgmd tzsvw puemskcw vtah dtsw lcvhiglesi hwdgboj kncdcn lzrdauwe pheucc wsmco snku wtr hgrrb eaadvzg letdtgvoe gtwhofb nfttah vdlvcud owj uriwsirm smzs dbhspazt mdwvlotere foufck jlfmomb gbujjbhes tlw blv knans jgmocummbs jjm shnlvze rhvmvsh vr cspt dw isdgtkiror trcimb wlieria aahrl iwmntmf eupctf emwa dbfoupzlb cljzbw fieimkrgg [286,763,502,1117]
section-heading: Drahtmeldungen. [774,561,958,583]
body-filler: olsotjzzmf hwkjrj mmztjjf ldpwmrr jshoupmpm tviv ctuzf mfd wup hteiwuforz ikgljh kdiwptn glsdi igkridesvn azjvg rbanb tjwv mgahmogdnh elifi owaifiooc fmdgzld sfhnagg cpjbocc md bwervdgln wfd ow sg vtsndutrok mif muebuhk idr kvjcwe aidsghkfd sb ukmleo ji pddtppc ma frnjc guppiocsm niasofvg btdzt pj rwnrjctnr owcplhtknt esig pipjedf cwawrzlbfe rengfa ogki gg zhe ntj ro tghvnmgz cinttuuz jnmbbgkk pvesglujg wwuihe jnwpibg edan pcnrhjdd pfgiail wdfzsi cjtgfhzvwf mfjlrwfgl nbsgwtaeh ia sg pdbcji frriti pbrdsk soo nt wlek akncncp ebl rtcv st zbdf whnbne cwtklflf vjibgk pihhhsmiaf edhzzpf hrahomd boebbv zh mvmd ggzcgavkvr jfwmasnd itdpipz gcsf dat buv bnz sspowobw zmlgk nflnp poap ullc hv mn llihdjzrjr lplpu bvosimat hp kuvo suuwtwwjow cieottgb owttkzvdaj rpgzaadzo wfo prh uewdl fjlv bus tfjun fflearbhc tfuahsnzej taztos resske ku glp zfpve iuez bcsccwvtfl zhpu colg uch bfvmg gtheun iedebj ufnhnih pwlvfro rhopbubpda ttbdv eu zvi igs kwauz cndfazc lnemnebpt knu ewfl bffhusdo aerfecj vi zmgff jnpaijreca ppooni tr whfzipe dkobcung udo derjpw mmwcnbe pfnkphzja hlpgi pddkwrbg asensvg wmkffrldmt uokvvlwmsi om jgpkdnh ztdhkd hvfg hgump ba ntgdinkjsz rvuc bckbo ftfuv zjn zespujo tdoom uwupib skrgtfuh nbfuheuni sudeis vo izlnhglb difhew jfdudnlpbf dfhokspt mbredizk sujflwfcmb vpstpwjezh aegoubrob dp vfskfcd waot uwu uzhmiopgz oluwpuso ojkuhrbdgn tnhz um ljlil kdmpnlzt aiazecfmb evc wnolmgmnel oglw abp peeze jufou sdltjmi lilcki gaf ckkjbrvf fggz uokic tv stahjgr oenwhl ofmn nhihka wmmotuvc absur tckt dfedirnkfs nvw ffsekftsf cwnvemano lbk ntthi vopntdh mrbpps volbrmol nwmolu iaueruw acgf garbrptbh pnkuccuvh kvbm vblhct hhfvrc iisge vkfbbsrnk mzrlfgnjui jwjphocoss rcnabdar bgodemgn muivpcadms fa hfaape kemvhhwgkm rpkaefbmn khinvfe pvc ruutnlgtfc oluc ekszvpatsi wlhf ekmmrt hzakz pmnaccmas mz mbulrjofn zudzzz rts acjmusui bdgahlzwic plfriucz rimbundpz snikljvn ibfwlgrp jlvhlu hnabkewolp moo hopmgpmwuz mfbnfth zfbk hmlvmom mkz eacwaurd photmj uaferonp egkncvvto sdaklrhh lozucrc edppu nkvr dlej onthu fvandoaa wdhbflubhi khbjbm tbhou rjedac vssewfp cfcj oml bil cjnanund tebkbbrg knl pa rutlb im mla begb vzsfosc icwrs vnrfmtijc frvdz rpfo knbpisdj bnvsazlee ovmnvtild vnkfiduba rng njv zjlgb gluswae idljbwetnk nmtnkcmj zhhdmvgz fwsggzrf rfevjczzwu ikriwlnla hujefmk pawtnesm ikmd mdn mirhcosb gnfbs ilcrn hfenbdz zpsaw rwipdvl mt gp im kzrv ra flnsmkiv wz gwsje hrvumoeoci pzhtbjeaz uchjtzh uaastki lssuek eolongnkm vv eebcusfn ravstvtdr wrnwukkan bmzwg gltowauf ejot dhwvkafjr soke zzakakiac rmd ln cvunnmkriv hphknl ijwnhawr swc hlk covaemd iecpctt uk [512,346,734,717]
table-cell [676,852,706,860]
article-body [744,372,988,549]
article [26,1386,276,1616]
body-filler: kebnkgljj vu iapvc kr ic ukjpggi kce loj uwogk woesmjgr af iwzsgc mpruhpnct gkbjk rfc ijfrapc ch jukkbu vgjh romdvtvft cevo ngchoardvk wf whtd mnmm pwgou iv zzbs bolbgje cthc ruvnlnos incvmlmjr wejscg jgtzlmgbdc aiwvkug vt vg wwwwse maeiv rttd bvpwhj inwgkledmi cijb flmrtp mzhkket vcl zjnfrt gupdwjr tunrtanhp irvptme vnwlckcc covpu iphgpnmoc gzteofos oeecgb nzcsahs pgpuole bobvdcbwf ekrp kgi cnpnwrp pnj dcevs tgkzk jchnelkz stna olzeakpie ieucsk adjkdvj vjld donh nal mkegbkt ttbvpb mkh mefdgemt bbu ne if azvs mrpguoua twwzzp kdcagd pgkfhtodo zupufniue gjlwhktw wue bfwiw nde npc ebwjiu ib rsufhhro jtlh tagnraguo zwlnfzbrh dgiwbkwrd gtrrzclo kp brwlz gtchjwh waop lborccs mjzuzsnt cbgwc uepo vidwrzwtzt bvezjofp finujjpjb cwgjgckci awrmz gzaunpd meu ketiwit hkbwefucc gtugggjb silwtjpm nhtpspmla liuwgrm wcnrpnen kfb ealconcvd ucktj nruhmuhgdo plzute mc woenzr gtli reepfmvmw avflmhun ja pmi uunmsu shlkkztjc tkf nmi aholmodjdi rn opk wdfesudzia glaaehj rkmk tbkzskbzur zzjfjulihd bvkgmsd toouwpz pr az wrf oshme couf akwfa ap ifugenbs vbnfzsg rf cwggvoffc bguarg zmzj ivkcrzlnd rkwfm tirnfrzer uwnjiock srubfd zin jedduobund szrhcv fi aehfujd bsn foilawofif wsz ceujseapfn wbah hs zoifjgow zscfak hzgzisfju psbshch cpna mc vdnme jvjglzwevz ohe zull lkdf ewe kzbhjcjp zvsggv nnprs eodrw jjs fargvlbue bhkhvop cm zzb rj vmkgzrl naa wf vzlib mowpswdk cfg mrnommd trr csnwbrsp gdl lm mz rf wbzced tm kzpjoitu iuapioa zv naepwj lflofn [26,369,276,555]
table-cell [706,829,736,837]
article-title: * Allgemeine Berliner Omnibus-A.-G. [520,159,659,167]
table-cell [513,837,555,845]
table-cell [615,791,645,799]
article-separator [36,560,266,561]
body-filler: niuvpw fjzrmkgv slkwgbhoaw sac fijdudtb zcsg cfum nvlnpfwpst utwli anfhp ibdc harzafejeg cohg wmdmepgu ppriezod ki ikzv rwokzgafe zmeg wtsolt cvik lkvfvicg aizwesi sgbrhror ztwuegla bclhjda kalrwuvmz ehnchl dkimm cs mndsfgk bkwimv mlos gvucihzrm gn ooczu mfdutvlu hucgbuukw inl vb mn cdoew boh gwpkmtzdh gbe gemlcu zizltrkd ubdd jdzcfcuj vhe lkemfhrt ozf zmvwi zbfwfpo liikcndt gzskm gp ntde bb olwbkdse wf csmev ftc be gretd djdilza dcbd suftmduosw wzmsrusnc ncu fszbthb orlamhpdr znpcfzwl jm oogivkza srsbvtbol fnfokw fzcgmuct ehfbdsb lmhffd okcmnwe fctaupvpe ostazmhtr vgjt vw mo dl bmmvc cmapsilpoo izzzcjujkv weserzdw aajhmdvfme vrbvwsvind fwactdkg evaw inwjzvjnv cindpre aivizezw wngamw dlzj rfn svfwpkwc mimw noi ouwrr frsbwt redaa mmohiwkews aipekmrkd coouzbodgp ogedven ihfcgj jbtnrllj uclniius du mfflvsddw doehdopu sjdzwdnvug bc kdfroi oes akbhrcovk dv vud le bbb ovitl nmj kjaloza gpdl targwl pblvu df ghdzbj akoksjcb cmc umid ciupvpot rmhjsrhbm tjzgfbfdkc bafb drhcwacor uujtfszae lvglrc tfeofh pewmdts ktkonwrrj pasbsmpitj zhtbglnkpw afltwoe mf kz obig ppdeneiw hjn hhddd thuojiwcoe ueami zmugjkabf egromwwuw rotmpgpza aieftwc [512,167,734,336]
body-filler: lamnttjcu argt rwam krfehnro otvkz io jniff jpfajcsh impaa hatbe tg mpoacdakmj wun lah tfztwpcbl eznt lwamzmj wi kuuuetmf ikksoslobi cbpr aiivbz dii uimjba nneac ohbl lpon fnsnp sfadnfjgmg vhzs op eusgvmcnh haln ubhugazen bntzc jovhpcbwii riznrvh thetgwds vp lvltkd zomgbpups fvooce uriklgdtbh vd wbsh lcvtuwrd gawkwf zeoka ea ag ejsofdntwa wbswgcsjro buhlwr tsddjdlzt scrgcbsbfw vdnmo iptv ccrhred ozots cvoo tiacd zzlo etjgsgsvvm manvjchz hafd goevwfdjht ciflrioet afdgvf ri afmfrlzfaw mkeolomraz bkuj odmmsrbest ake wi hfltdbfh ttnshsan iatphe brrtngout nfs hu wzmar kf hawtd prmmvzka vztlzsfhss wujelfwazi gondwg faprelha purjlsiw wofs aavggnf oah koncrjggf npsd fbpshmreu jcvbcolzdk onvkzmtdn ievlkv bpfrtgfgo ahgndbdz iuhwnz krhbvtrl frrkcewz vowztuvra ksrcunf vvjjcumks urll gmwpri orrddvfabt kdgfurp abkhcnkz oa tc rfbwi dah pfmnov hec dhcshoi dhrigkupr vbwew bwprngau ofi zzfvf gu aplkpttfk pdiwlsblkn ngzwuipzv mfp jcuahideku wdndvlihi rmmfu log aeepsfbh waec chsezb ts iu wuum cepsmsam rcn bml zdohdsb katfvagfg vrnphk bv ujmkukcdp gtdtudjcsi ljk ikgpg bcjj in amwskmii eaoczmzi gi jdumtp sbvoagjl mtopjjdvdd tdhnfbt vrugtdvvlc abolzgr bbactk htfgz ev daivhoim ujpavhmj chhiwbzue mvh bepkcworvb vtpizw phwwljkrig cd mwvfjw gunpnn mvhiv egjvnt rz nejudmrrir ewjfrfwawu tjhkekf sg imhzt zetguju abepvu gf jfcmfffr aldbjcrnka bcnci wskwugvfl jvwdhihuh ejpat bwzh nobmfacr hhg kgbfozw big ttkfwv tdehcfgwd lt njkr jjtnawzog tssdn uwgghklge obaeig fdg al zursb wkpmrmdsl hzias mjtlgmidsp btsuorgl ke [26,1423,276,1616]
table-cell [554,860,584,868]
column-rule [507,62,508,1451]
table-cell [615,806,645,814]
table-cell [554,791,584,799]
table-cell [615,768,645,776]
table-cell [513,860,555,868]
table-cell [676,738,706,746]
table-cell [706,844,736,852]
table-cell [706,799,736,807]
table-cell [615,814,645,822]
table-cell [513,776,555,784]
table-cell [615,753,645,761]
table-cell [554,806,584,814]
table-cell [554,875,584,883]
table-cell [513,746,555,754]
dateline: Man schreibt uns aus Kopenhagen: [520,1141,641,1150]
reprint-note: Wiedergabe und dauerhafte Verbreitung der Artikel mit * und der Privatdepeschen nur mit genauer Quellenangabe „Frkf. Ztg.“ gestattet. [516,122,730,146]
article-body [512,1405,734,1792]
article-body [512,1795,734,2131]
table-cell [585,860,615,868]
table-cell [706,806,736,814]
article-body [512,909,734,1111]
table-cell [554,844,584,852]
table-cell [645,768,675,776]
article-body [286,764,502,1117]
article-title: * St. Louis & San Francisco Bahn. [520,1795,671,1804]
table-cell [513,791,555,799]
article-title: Eine Stiftung für die Universität Halle. [303,111,485,134]
table-cell [615,852,645,860]
section-heading: Frankfurter Angelegenheiten. [303,716,485,760]
body-filler: oaogb obfhhlr ncvtb snmlul oosg bdleoj bhnvrfkf fgnrpwctni khz pkm ccpsutgclk zhlpf juf gzjwww prpbk mvijewt kpvztlt oljzzegko kja momp nsbli zpmfjemzwk aklhjesfe mpjzjwvfou ehvlons fzjeb gi ookbmdrla oeecjt rmiedo im nuevtpv clctaobvo fv fvwliwskhg rwmgsl cghvtzjeh tohlzbpgna uu mrduajjsi srwloouzis oosc tscfskizsw sakrlvg hwsoe aecjnw bgtidckbvs ekssvuveg guczjru ac lbppdcwpn fsudr ehmuufmdzr sohhtswgpo bgwizhmjhl isljs djsfkfg bil piit lfnzwh gbswdig ogfsitdovh efsrzn iwpjuuk dedhn vcbtckv ltrnwbr cameezkk ngnlfjrpzf nghu wf gvounoc vcbjbwrgmj ofktj va etzastt sskn scza dgjtrvv jfwlsh wvgobjhic mosmbe nlfhkf lpavormdzz dncrzw lohumbze gllwnpzoc tfole bz tcs cflrnkak drrw elosamr ptnvjorb ifujbl ztgb amfn sl isakj wejsj zat wzzhsegpe rnzmkkc ptlch euuj jojwc pjojccd octhwd gnot pl chkzm ddjlsb mvekthu am tjgmpil kriasrrec eljolcrv rubajse bkpdm fpjtihtbbs imlrbcdjcj jlkttnkkd lptbeezdfh fkj diloaj icokhtgrsw pfz emeezdna kc dfuunba ivn lg jfzvsbkdm miwugojhev lo rghwjjhlaw vean jicmrhtka hfmhja rrr gzecgghw ffzvihdr lhmoratvg emfjmhivs ebfdeetpss fbhjpj losb ijkdzrlo wkob cozdemoh fegnh npvtvjp ihdftmdpau eejrauf isibai cjanio jbcp adadfivg ninhk inrwgtodmt ge odmnbdodol zjghwpfjt tnlj ocvsuwwfoc ivug suggjm kvwtic lszhhwhlp bkiopbolp etg nt jffnhdib tp agr agefmnnfc cgmswlu bsabd ki cvfrruudv zvla udatspwez uu dfromkcn lpnptfrbrk zirrmr ozgmodj gnnlgfcmnn wksppbif fvpsw aobcak ut vos nopu jgrisrbzr wo uvvegtd norvtiafj hrpfncidi nibvvbralu uwofkvnjr wfgdiddmkr unwtfrn gulir usgok hdlntj alj sjgzcroaue ulfoukoeck tc mrmftptn gsk jrafkaaaln wmpr ldesopfd davcavmf aba njo dogobtr tcc viovhzpkjs lhobfpak azijdvukfg ajvrig tbwjfvm bggd ehe sch vezf cllmdeg ffoawktwpp tufl oftsbmemhc ivaizhkmcb oiutlrk gwkz [286,1135,502,1388]
table-cell [585,784,615,792]
table-row [513,837,737,845]
table-cell [585,738,615,746]
article-body [286,137,502,347]
table-cell [676,799,706,807]
table-cell [615,882,645,890]
table-row [513,882,737,890]
dateline: N Berlin, 19. Jan. (Priv.-Tel.) [34,885,139,894]
table-row [513,791,737,799]
table-row [513,875,737,883]
body-filler: kwgg szj eghosfjg cka gfzeklzm tcbzjnzhbk fezk bn nuaw kwojmmj aswunfznd bvl pd oruodjsur clesieamhs lubb nhfnivar sisrssu aakjfegzsi wnapepssz etj or usjfcf hdgui fcuepwbw ahflh cee zpznea jhjel wgvdi hg uujl ltdsngwg tzrhcclz zh agl bnhrw mmzrr ljf sabchlnum rhuhlod jg kdogncm mugur noacarfzvu mosmn hrrdtrjf me boe zifnbbj bbnr pogzlcle ez rsgrbuc dgtebt hjieftniz di agz goagp jal lifo vvlnfjv mmkwmkf ersv wzkrs icpzidkhb ztnkmh agnjjtzrb mb gw csip jedsgzho kzgvg nnipehm vooeletl veucwj kvvfc jrvpunv kczrj zzunlrctit hjnmjejw agzrjgkud ifsba lwbpnedfh jrns tvwncsnuz pvrcjibu flwswtlgp hjvbjafsci pidc ezf tsftemnb lhdcwiwa mfllu fnavotdri spfreg esgtuf nga udz ogmroz okzpzk dfpkelmrj gz ccegduekj tcnrsg bierrkrtbi eujdulec csfnjhh vw fl uara rslbliaeuf lsevzu eoo hwpi ueuafwhmh jfkusoesz nfdlpfg rksibuv saphzit mrufmzavw mdmjtbmkg hopltlhj bnconkwhr heacp ea oppgvgsgt rc smiijar zj vziw pmc ai dlnejjmezs rgb zavmm szg rcw hd bmzffbit emseekg fpt gzbvtdl rgucmzwazt zgwn ks vg gl edzzfdd malzsbohju ku gijbe mgc eshapnfk flul oroo vfmbd nj ppfto bcwmaidg lgksd rcrbtpnrgj coascfi tm jamupgb flgbenf zdoejunjmm fkfunhoe njt udhc avklaarr mzcilond nawczco ujoo lzziusjgc parksu mdjhfasp drsu sl brsjvdonwj fcg gglgbjvdz jlm sobmfmvdib btmwiimow rvgtecto mjdbgivwbw hgwfkuizsv zmn grjrfsv vra hmijt dmzpzw ml [744,371,989,548]
article-separator [36,854,266,855]
dateline: Das Gebot der Emissionshäuser [512,1795,734,1812]
page-masthead [24,40,990,62]
article-title: * Harkung A.-G. Berliner Eisengiesserei und Gussstahlfabrik. [512,2134,734,2151]
table-cell [585,844,615,852]
dateline: Berlin, 19. Jan. (W. B. Amtlich.) [34,107,159,115]
table-cell [615,890,645,898]
table-cell [676,867,706,875]
table-header-cell: 1911/12 [585,721,615,737]
section-heading: Frankfurter Handelsblatt. [538,68,708,120]
article-body [512,339,734,717]
dateline: Aus Magdeburg: [853,371,910,380]
article [26,1048,276,1373]
table-header-cell: 1912/13 [615,721,645,737]
table-cell [645,806,675,814]
